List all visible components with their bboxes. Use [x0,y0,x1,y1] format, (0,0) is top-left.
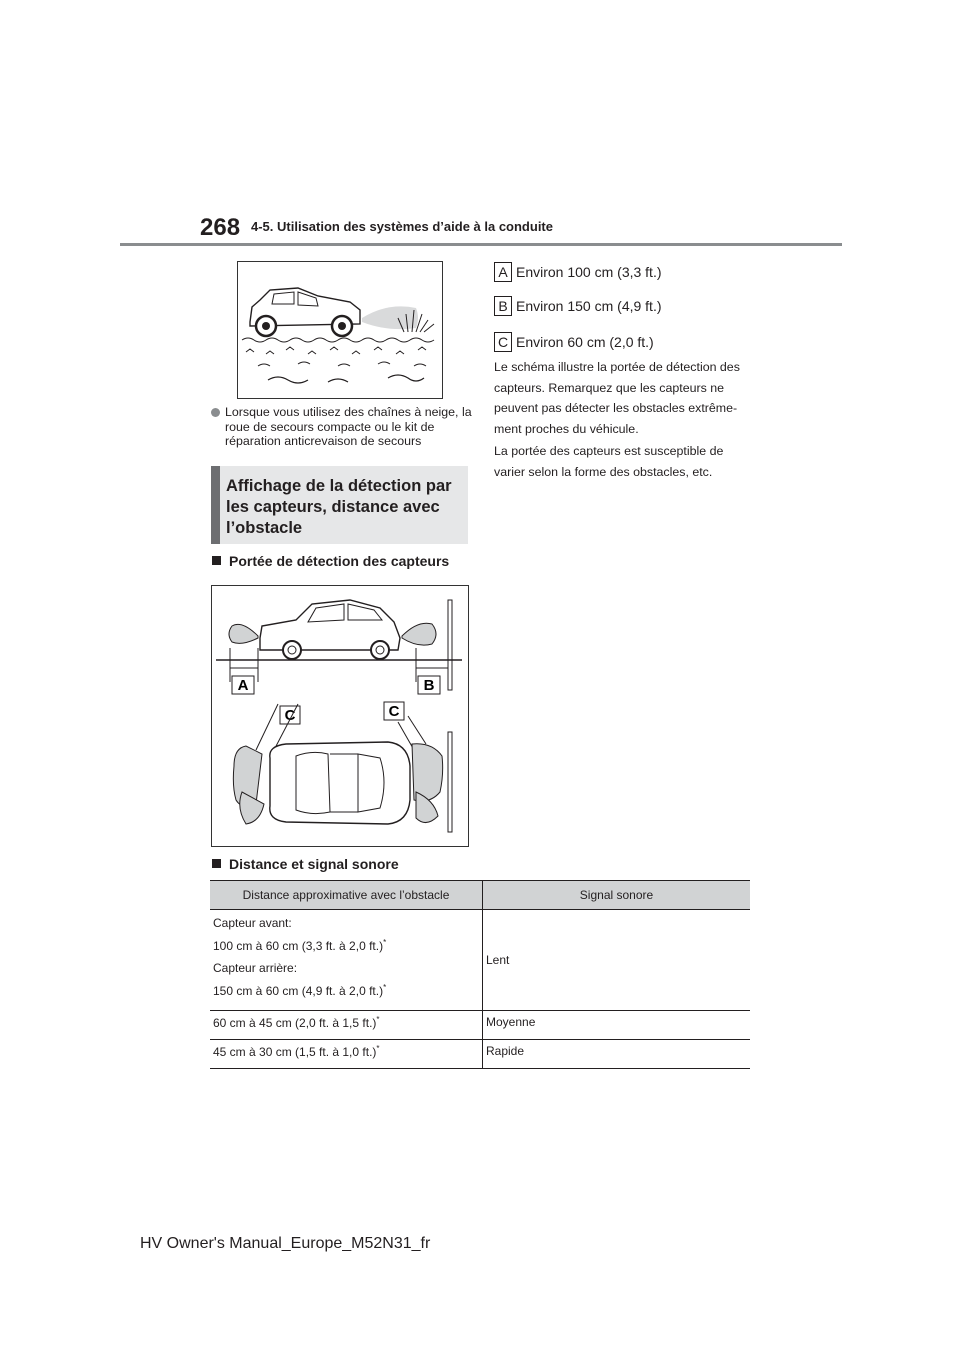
table-row [210,1040,750,1069]
legend-letter-b: B [494,296,512,316]
bullet-text: Lorsque vous utilisez des chaînes à neige, la roue de secours compacte ou le kit de réparation anticrevaison de secours [225,405,472,448]
square-bullet-icon [212,556,221,565]
paragraph-range: Le schéma illustre la portée de détection des capteurs. Remarquez que les capteurs ne peuvent pas détecter les obstacles extrêmement proches du véhicule. [494,360,740,436]
description-text [494,357,754,484]
legend-text-a: Environ 100 cm (3,3 ft.) [516,264,662,280]
signal-cell: Lent [483,910,751,1011]
footer-text: HV Owner's Manual_Europe_M52N31_fr [140,1235,431,1252]
diagram-label-c-left: C [284,707,296,724]
table-row [210,1011,750,1040]
legend-row-b [494,296,662,316]
page-number: 268 [200,214,241,241]
section-title: Affichage de la détection par les capteurs, distance avec l’obstacle [226,477,452,537]
section-accent-bar [211,466,220,544]
subheading-range: Portée de détection des capteurs [212,553,449,569]
table-row [210,910,750,1011]
legend-row-a [494,262,662,282]
column-header-signal: Signal sonore [483,881,751,910]
column-header-distance: Distance approximative avec l’obstacle [210,881,483,910]
section-header [211,466,468,544]
car-on-terrain-illustration [238,262,442,398]
paragraph-variation: La portée des capteurs est susceptible de varier selon la forme des obstacles, etc. [494,444,724,479]
legend-letter-c: C [494,332,512,352]
signal-cell: Rapide [483,1040,751,1069]
square-bullet-icon [212,859,221,868]
signal-cell: Moyenne [483,1011,751,1040]
table-header-row [210,881,750,910]
diagram-label-a: A [237,677,249,694]
sensor-range-diagram [211,585,469,847]
subheading-sound: Distance et signal sonore [212,856,399,872]
legend-text-b: Environ 150 cm (4,9 ft.) [516,298,662,314]
legend-row-c [494,332,654,352]
legend-letter-a: A [494,262,512,282]
sensor-range-illustration [212,586,468,846]
terrain-figure [237,261,443,399]
bullet-item [211,405,483,449]
chapter-title: 4-5. Utilisation des systèmes d’aide à la conduite [251,219,553,234]
bullet-dot-icon [211,408,220,417]
legend-text-c: Environ 60 cm (2,0 ft.) [516,334,654,350]
distance-signal-table [210,880,750,1069]
distance-cell: 60 cm à 45 cm (2,0 ft. à 1,5 ft.)* [210,1011,483,1040]
distance-cell: 45 cm à 30 cm (1,5 ft. à 1,0 ft.)* [210,1040,483,1069]
distance-cell: Capteur avant: 100 cm à 60 cm (3,3 ft. à 2,0 ft.)* Capteur arrière: 150 cm à 60 cm (4,9 ft. à 2,0 ft.)* [210,910,483,1011]
diagram-label-b: B [423,677,435,694]
diagram-label-c-right: C [388,703,400,720]
header-rule [120,243,842,246]
